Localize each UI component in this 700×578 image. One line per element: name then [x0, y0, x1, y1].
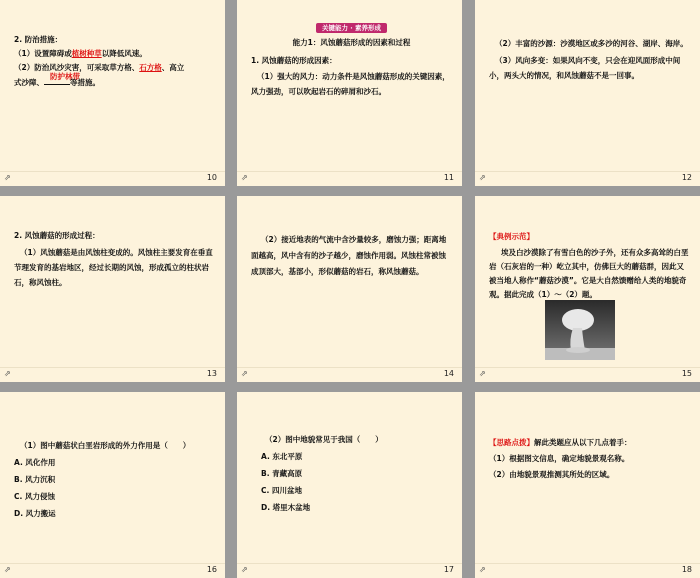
slide-footer — [0, 367, 225, 382]
nav-icon[interactable]: ⇗ — [479, 173, 486, 182]
fill-answer: 防护林带 — [50, 72, 80, 81]
slide-13[interactable] — [0, 196, 225, 382]
nav-icon[interactable]: ⇗ — [479, 369, 486, 378]
slide-footer — [0, 563, 225, 578]
slide-footer — [237, 563, 462, 578]
page-number: 17 — [443, 565, 454, 574]
page-number: 14 — [443, 369, 454, 378]
slide-title: 2. 防治措施： — [14, 35, 63, 44]
page-number: 12 — [681, 173, 692, 182]
nav-icon[interactable]: ⇗ — [4, 369, 11, 378]
page-number: 18 — [681, 565, 692, 574]
text-line: （2）由地貌景观推测其所处的区域。 — [489, 470, 615, 479]
nav-icon[interactable]: ⇗ — [4, 565, 11, 574]
nav-icon[interactable]: ⇗ — [241, 565, 248, 574]
option-d: D. 风力搬运 — [14, 509, 56, 518]
text-paragraph: （3）风向多变：如果风向不变，只会在迎风面形成中间小，两头大的情况，和风蚀蘑菇不是一回事。 — [489, 56, 681, 80]
text-line: 【思路点拨】解此类题应从以下几点着手： — [489, 438, 632, 447]
nav-icon[interactable]: ⇗ — [241, 173, 248, 182]
slide-footer — [475, 171, 700, 186]
page-number: 15 — [681, 369, 692, 378]
question-text: （1）图中蘑菇状白垩岩形成的外力作用是（ ） — [20, 441, 191, 450]
slide-10[interactable] — [0, 0, 225, 186]
text-paragraph: （1）强大的风力：动力条件是风蚀蘑菇形成的关键因素，风力强劲，可以吹起岩石的碎屑和沙石。 — [251, 72, 450, 96]
option-b: B. 青藏高原 — [261, 469, 303, 478]
slide-footer — [0, 171, 225, 186]
question-text: （2）图中地貌常见于我国（ ） — [265, 435, 383, 444]
slide-16[interactable] — [0, 392, 225, 578]
text-line: 式沙障、 防护林带 等措施。 — [14, 72, 100, 87]
text-line: （1）根据图文信息，确定地貌景观名称。 — [489, 454, 630, 463]
slide-17[interactable] — [237, 392, 462, 578]
text-paragraph: （2）接近地表的气流中含沙量较多，磨蚀力强；距离地面越高，风中含有的沙子越少，磨蚀作用弱。风蚀柱常被蚀成顶部大，基部小，形似蘑菇的岩石，称风蚀蘑菇。 — [251, 235, 447, 276]
slide-11[interactable] — [237, 0, 462, 186]
slide-15[interactable] — [475, 196, 700, 382]
text-paragraph: （1）风蚀蘑菇是由风蚀柱变成的。风蚀柱主要发育在垂直节理发育的基岩地区，经过长期的风蚀，形成孤立的柱状岩石，称风蚀柱。 — [14, 248, 213, 287]
option-c: C. 风力侵蚀 — [14, 492, 55, 501]
mushroom-rock-image — [545, 300, 615, 360]
nav-icon[interactable]: ⇗ — [241, 369, 248, 378]
slide-12[interactable] — [475, 0, 700, 186]
slide-footer — [475, 367, 700, 382]
fill-answer: 植树种草 — [71, 49, 102, 58]
option-a: A. 风化作用 — [14, 458, 56, 467]
slide-footer — [237, 367, 462, 382]
page-number: 16 — [206, 565, 217, 574]
slide-14[interactable] — [237, 196, 462, 382]
text-line: 1. 风蚀蘑菇的形成因素： — [251, 56, 337, 65]
page-number: 11 — [443, 173, 454, 182]
option-c: C. 四川盆地 — [261, 486, 302, 495]
nav-icon[interactable]: ⇗ — [4, 173, 11, 182]
section-tag: 【思路点拨】 — [489, 438, 534, 447]
page-number: 13 — [206, 369, 217, 378]
slide-footer — [237, 171, 462, 186]
text-line: （2）防治风沙灾害，可采取草方格、石方格、高立 — [14, 63, 185, 72]
text-line: （1）设置障碍或植树种草以降低风速。 — [14, 49, 147, 58]
slide-18[interactable] — [475, 392, 700, 578]
text-line: 2. 风蚀蘑菇的形成过程： — [14, 231, 100, 240]
text-paragraph: （2）丰富的沙源：沙漠地区或多沙的河谷、湖岸、海岸。 — [495, 39, 688, 48]
section-badge: 关键能力 · 素养形成 — [316, 23, 387, 33]
section-tag: 【典例示范】 — [489, 232, 534, 241]
fill-answer: 石方格 — [139, 63, 162, 72]
slide-footer — [475, 563, 700, 578]
text-paragraph: 埃及白沙漠除了有雪白色的沙子外，还有众多高耸的白垩岩（石灰岩的一种）屹立其中，仿佛巨大的蘑菇群，因此又被当地人称作“蘑菇沙漠”。它是大自然馈赠给人类的地貌奇观。据此完成（1）～（2）题。 — [489, 248, 689, 299]
option-a: A. 东北平原 — [261, 452, 303, 461]
page-number: 10 — [206, 173, 217, 182]
option-d: D. 塔里木盆地 — [261, 503, 311, 512]
nav-icon[interactable]: ⇗ — [479, 565, 486, 574]
option-b: B. 风力沉积 — [14, 475, 56, 484]
slide-heading: 能力1：风蚀蘑菇形成的因素和过程 — [292, 38, 411, 47]
